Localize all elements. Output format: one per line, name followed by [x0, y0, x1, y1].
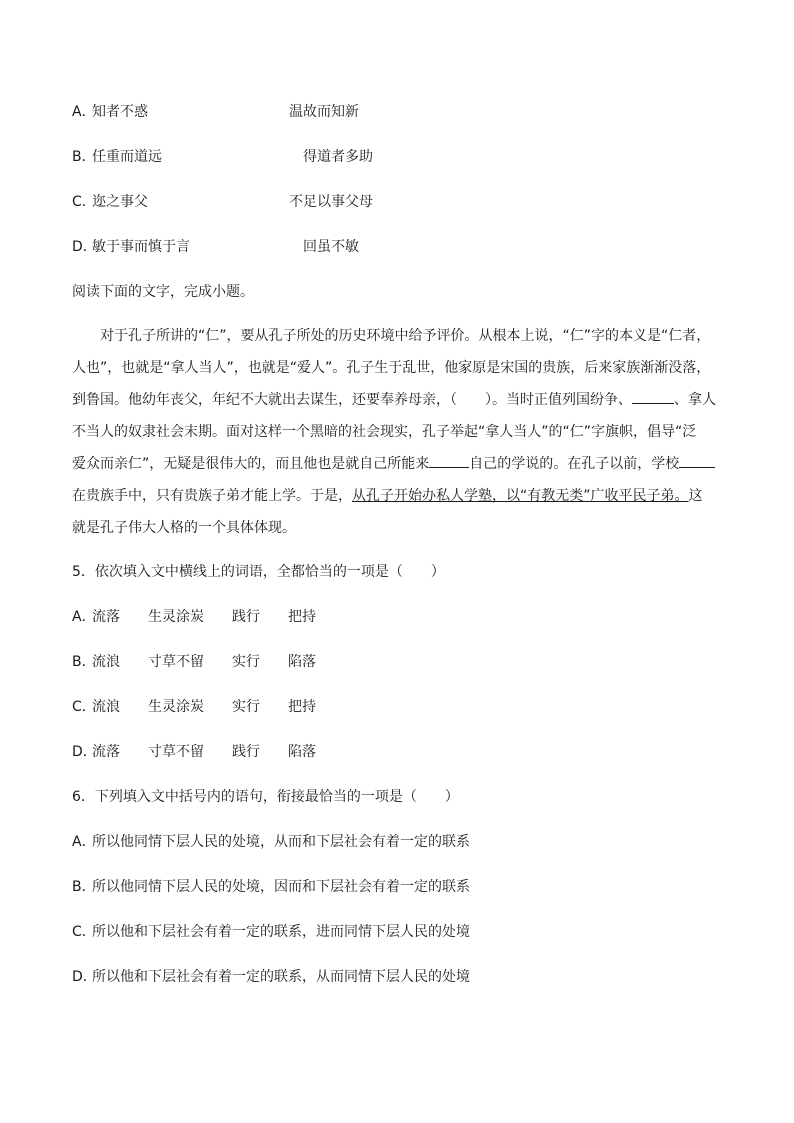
- passage-text: 在贵族手中，只有贵族子弟才能上学。于是，: [72, 488, 352, 504]
- option-letter: A．: [72, 104, 96, 120]
- option-word-3: 实行: [232, 699, 260, 715]
- reading-instruction: 阅读下面的文字，完成小题。: [72, 284, 254, 300]
- option-letter: D．: [72, 239, 97, 255]
- option-word-4: 陷落: [288, 744, 316, 760]
- option-letter: C．: [72, 924, 96, 940]
- reading-passage: [72, 320, 732, 544]
- passage-line-7: 就是孔子伟大人格的一个具体体现。: [72, 520, 296, 536]
- passage-text: 自己的学说的。在孔子以前，学校: [469, 456, 680, 472]
- fill-blank-4: [679, 451, 715, 468]
- option-letter: C．: [72, 194, 96, 210]
- q6-stem: 6．下列填入文中括号内的语句，衔接最恰当的一项是（ ）: [72, 789, 459, 805]
- option-word-4: 陷落: [288, 654, 316, 670]
- passage-line-3: [72, 384, 732, 416]
- passage-line-5: [72, 448, 732, 480]
- option-word-1: 流落: [92, 744, 120, 760]
- option-left-text: 任重而道远: [92, 149, 162, 165]
- option-letter: A．: [72, 609, 96, 625]
- fill-blank-2: [632, 387, 674, 404]
- passage-line-6: [72, 480, 732, 512]
- passage-text: 这: [688, 488, 703, 504]
- option-word-1: 流浪: [92, 699, 120, 715]
- option-text: 所以他同情下层人民的处境，从而和下层社会有着一定的联系: [92, 834, 470, 850]
- passage-text: 、拿人: [674, 392, 716, 408]
- option-word-4: 把持: [288, 699, 316, 715]
- q5-stem: 5．依次填入文中横线上的词语，全都恰当的一项是（ ）: [72, 564, 445, 580]
- option-left-text: 迩之事父: [92, 194, 148, 210]
- option-letter: B．: [72, 654, 96, 670]
- option-text: 所以他和下层社会有着一定的联系，进而同情下层人民的处境: [92, 924, 470, 940]
- option-word-3: 实行: [232, 654, 260, 670]
- option-word-2: 寸草不留: [148, 744, 204, 760]
- option-word-3: 践行: [232, 744, 260, 760]
- option-letter: C．: [72, 699, 96, 715]
- option-letter: D．: [72, 969, 97, 985]
- option-word-4: 把持: [288, 609, 316, 625]
- option-left-text: 敏于事而慎于言: [92, 239, 190, 255]
- underlined-sentence: 从孔子开始办私人学塾，以“有教无类”广收平民子弟。: [352, 488, 689, 504]
- option-text: 所以他和下层社会有着一定的联系，从而同情下层人民的处境: [92, 969, 470, 985]
- passage-text: 爱众而亲仁”，无疑是很伟大的，而且他也是就自己所能来: [72, 456, 430, 472]
- passage-line-4: 不当人的奴隶社会末期。面对这样一个黑暗的社会现实，孔子举起“拿人当人”的“仁”字旗帜，倡导“泛: [72, 424, 697, 440]
- option-right-text: 温故而知新: [289, 104, 359, 120]
- option-word-2: 生灵涂炭: [148, 609, 204, 625]
- option-text: 所以他同情下层人民的处境，因而和下层社会有着一定的联系: [92, 879, 470, 895]
- passage-text: 到鲁国。他幼年丧父，年纪不大就出去谋生，还要奉养母亲，（ ）。当时正值列国纷争、: [72, 392, 632, 408]
- option-letter: B．: [72, 879, 96, 895]
- option-word-1: 流落: [92, 609, 120, 625]
- passage-line-1: 对于孔子所讲的“仁”，要从孔子所处的历史环境中给予评价。从根本上说，“仁”字的本义是“仁者，: [100, 328, 711, 344]
- option-left-text: 知者不惑: [92, 104, 148, 120]
- option-word-2: 寸草不留: [148, 654, 204, 670]
- option-word-3: 践行: [232, 609, 260, 625]
- option-letter: A．: [72, 834, 96, 850]
- option-letter: B．: [72, 149, 96, 165]
- passage-line-2: 人也”，也就是“拿人当人”，也就是“爱人”。孔子生于乱世，他家原是宋国的贵族，后来家族渐渐没落，: [72, 360, 711, 376]
- option-right-text: 回虽不敏: [303, 239, 359, 255]
- option-right-text: 不足以事父母: [289, 194, 373, 210]
- option-right-text: 得道者多助: [303, 149, 373, 165]
- option-word-1: 流浪: [92, 654, 120, 670]
- option-word-2: 生灵涂炭: [148, 699, 204, 715]
- option-letter: D．: [72, 744, 97, 760]
- fill-blank-3: [429, 451, 469, 468]
